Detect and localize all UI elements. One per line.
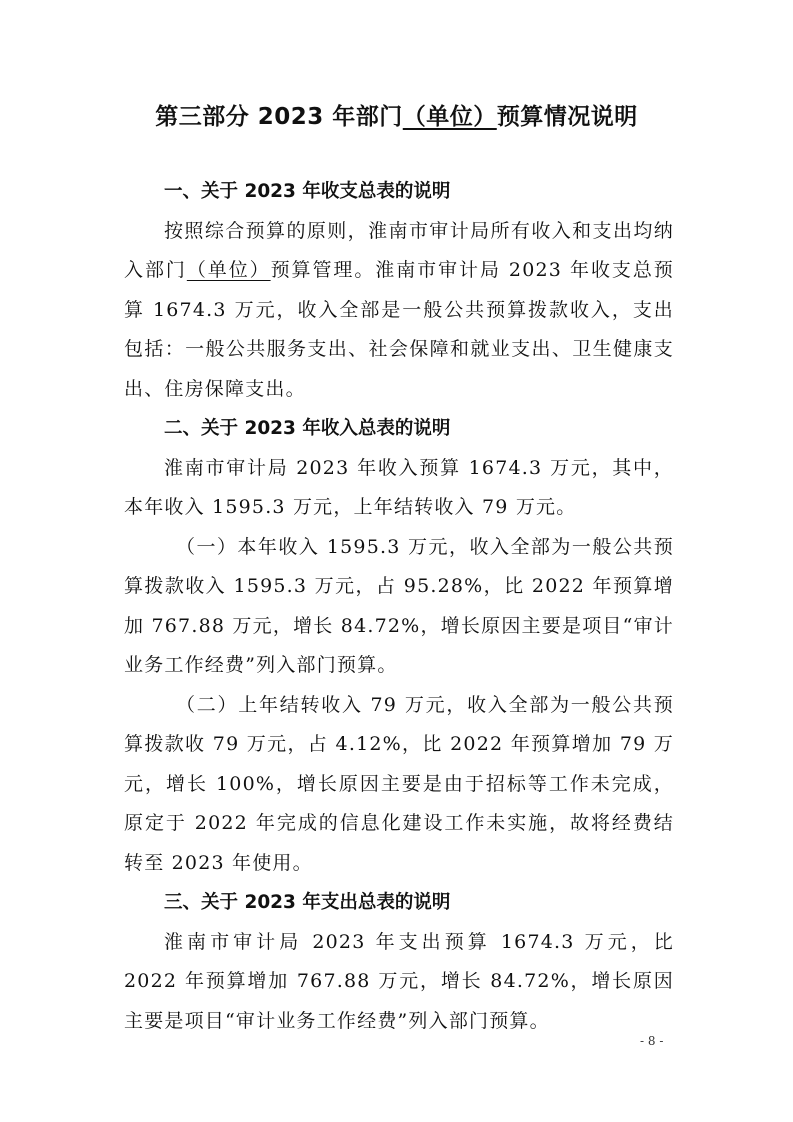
section-1-p1-text-a: 按照综合预算的原则，淮南市审计局所有收入和支出均纳入部门 [124, 219, 674, 281]
section-1-p1-underlined: （单位） [186, 259, 271, 281]
title-underlined: （单位） [402, 104, 497, 130]
page-number: - 8 - [640, 1034, 664, 1048]
section-2-paragraph-2: （一）本年收入 1595.3 万元，收入全部为一般公共预算拨款收入 1595.3 万元，占 95.28%，比 2022 年预算增加 767.88 万元，增长 84.72%，增长原因主要是项目“审计业务工作经费”列入部门预算。 [124, 535, 674, 676]
title-prefix: 第三部分 2023 年部门 [155, 104, 403, 130]
section-1-heading: 一、关于 2023 年收支总表的说明 [164, 181, 451, 202]
section-2-heading: 二、关于 2023 年收入总表的说明 [164, 418, 451, 439]
section-2-paragraph-3: （二）上年结转收入 79 万元，收入全部为一般公共预算拨款收 79 万元，占 4.12%，比 2022 年预算增加 79 万元，增长 100%，增长原因主要是由于招标等工作未完成，原定于 2022 年完成的信息化建设工作未实施，故将经费结转至 2023 年使用。 [124, 693, 674, 874]
title-suffix: 预算情况说明 [496, 104, 638, 130]
document-body [124, 172, 674, 1041]
page-title [0, 98, 793, 131]
section-1-paragraph-1 [124, 212, 674, 410]
section-3-paragraph-1: 淮南市审计局 2023 年支出预算 1674.3 万元，比 2022 年预算增加 767.88 万元，增长 84.72%，增长原因主要是项目“审计业务工作经费”列入部门预算。 [124, 930, 674, 1032]
section-3-heading: 三、关于 2023 年支出总表的说明 [164, 892, 451, 913]
section-2-paragraph-1: 淮南市审计局 2023 年收入预算 1674.3 万元，其中，本年收入 1595.3 万元，上年结转收入 79 万元。 [124, 456, 674, 518]
section-1-p1-text-b: 预算管理。淮南市审计局 2023 年收支总预算 1674.3 万元，收入全部是一般公共预算拨款收入，支出包括：一般公共服务支出、社会保障和就业支出、卫生健康支出、住房保障支出。 [124, 259, 674, 400]
